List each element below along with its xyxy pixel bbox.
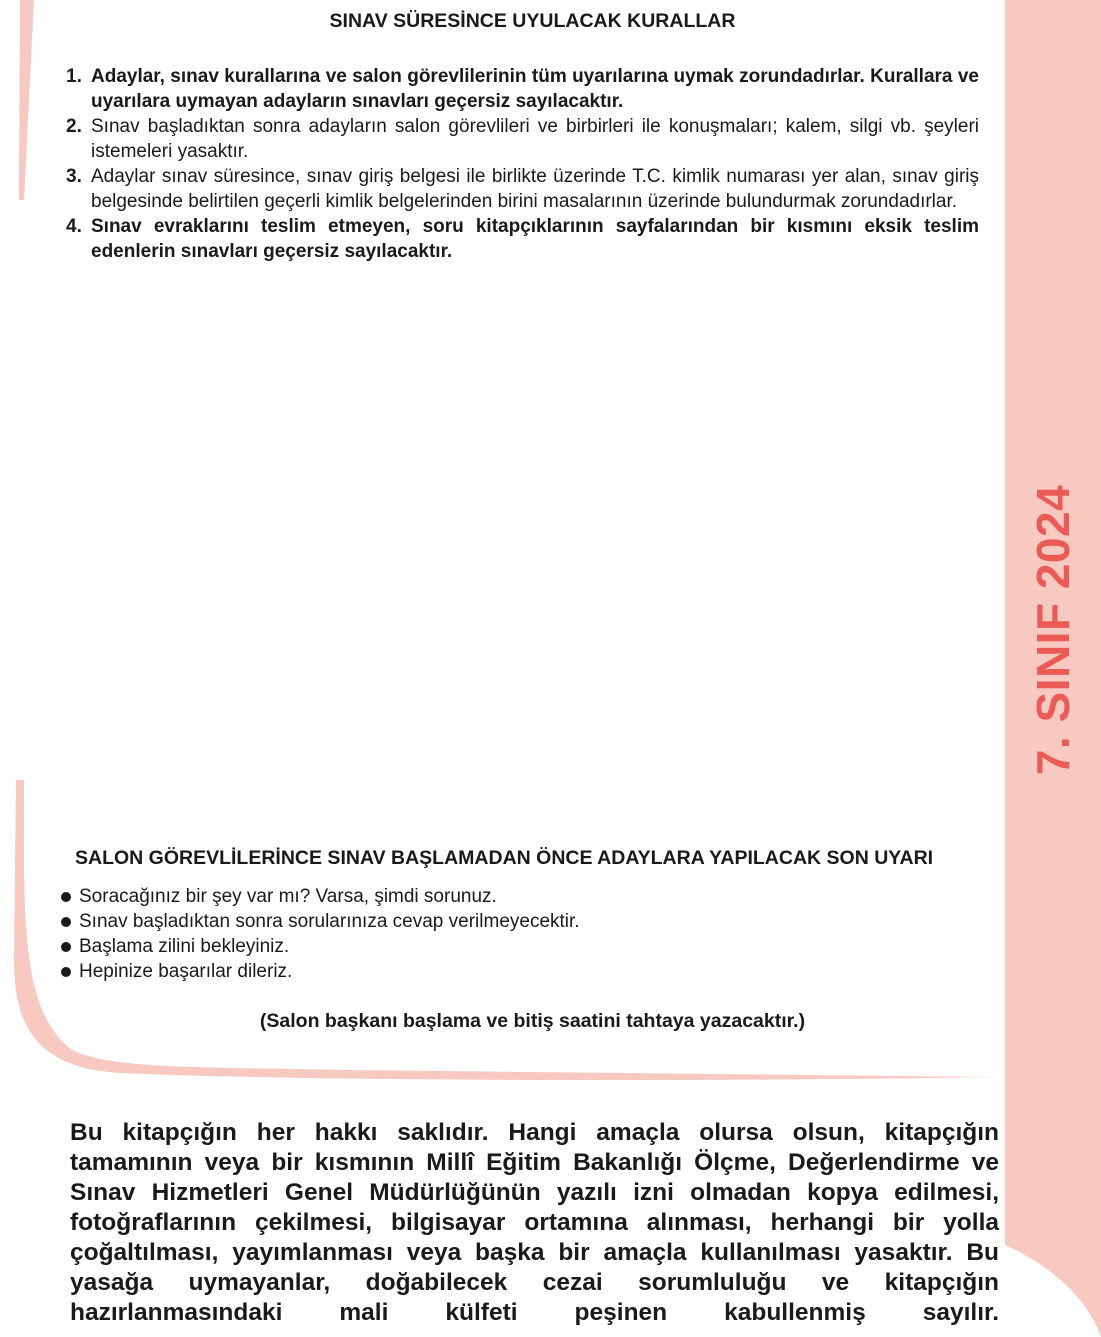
rule-text: Sınav evraklarını teslim etmeyen, soru kitapçıklarının sayfalarından bir kısmını eksik teslim edenlerin sınavları geçersiz sayılacaktır. <box>91 216 979 262</box>
corner-curve <box>1005 1245 1101 1337</box>
rule-text: Sınav başladıktan sonra adayların salon görevlileri ve birbirleri ile konuşmaları; kalem, silgi vb. şeyleri istemeleri yasaktır. <box>91 116 979 162</box>
warning-text: Hepinize başarılar dileriz. <box>79 961 293 982</box>
bullet-icon <box>61 892 71 902</box>
bullet-icon <box>61 967 71 977</box>
warning-item <box>60 884 580 909</box>
rule-number: 4. <box>66 216 82 237</box>
warning-text: Soracağınız bir şey var mı? Varsa, şimdi sorunuz. <box>79 886 497 907</box>
bullet-icon <box>61 917 71 927</box>
rules-title: SINAV SÜRESİNCE UYULACAK KURALLAR <box>329 10 736 32</box>
warning-text: Sınav başladıktan sonra sorularınıza cevap verilmeyecektir. <box>79 911 580 932</box>
rule-number: 3. <box>66 166 82 187</box>
salon-note: (Salon başkanı başlama ve bitiş saatini tahtaya yazacaktır.) <box>259 1010 806 1032</box>
rule-text: Adaylar sınav süresince, sınav giriş belgesi ile birlikte üzerinde T.C. kimlik numarası yer alan, sınav giriş belgesinde belirtilen geçerli kimlik belgelerinden birini masalarının üzerinde bulundurmak zorundadırlar. <box>91 166 979 212</box>
bullet-icon <box>61 942 71 952</box>
rules-list <box>60 64 979 264</box>
grade-year-label: 7. SINIF 2024 <box>1027 484 1079 776</box>
copyright-notice: Bu kitapçığın her hakkı saklıdır. Hangi amaçla olursa olsun, kitapçığın tamamının veya bir kısmının Millî Eğitim Bakanlığı Ölçme, Değerlendirme ve Sınav Hizmetleri Genel Müdürlüğünün yazılı izni olmadan kopya edilmesi, fotoğraflarının çekilmesi, bilgisayar ortamına alınması, herhangi bir yolla çoğaltılması, yayımlanması veya başka bir amaçla kullanılması yasaktır. Bu yasağa uymayanlar, doğabilecek cezai sorumluluğu ve kitapçığın hazırlanmasındaki mali külfeti peşinen kabullenmiş sayılır. <box>70 1119 999 1326</box>
rule-text: Adaylar, sınav kurallarına ve salon görevlilerinin tüm uyarılarına uymak zorundadırlar. Kurallara ve uyarılara uymayan adayların sınavları geçersiz sayılacaktır. <box>91 66 979 112</box>
rule-item <box>60 114 979 164</box>
final-warning-title: SALON GÖREVLİLERİNCE SINAV BAŞLAMADAN ÖNCE ADAYLARA YAPILACAK SON UYARI <box>75 847 934 869</box>
rule-item <box>60 64 979 114</box>
warning-text: Başlama zilini bekleyiniz. <box>79 936 290 957</box>
rule-item <box>60 164 979 214</box>
rule-item <box>60 214 979 264</box>
rule-number: 2. <box>66 116 82 137</box>
rule-number: 1. <box>66 66 82 87</box>
warning-item <box>60 934 580 959</box>
warning-list <box>60 884 580 984</box>
warning-item <box>60 959 580 984</box>
warning-item <box>60 909 580 934</box>
